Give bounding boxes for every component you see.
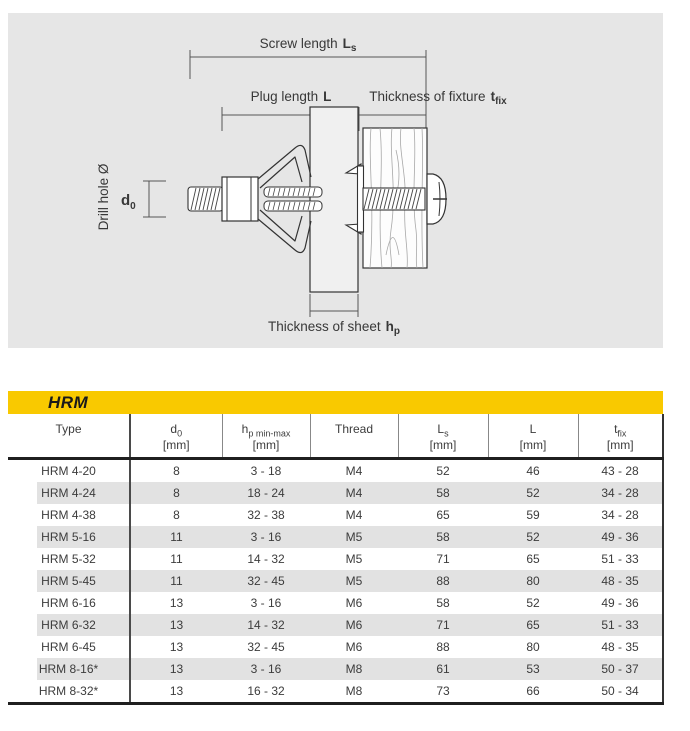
label-sheet-thickness: Thickness of sheet $h_p$: [268, 319, 400, 337]
value-cell: 49 - 36: [578, 526, 663, 548]
value-cell: 14 - 32: [247, 552, 285, 566]
value-cell: 53: [526, 662, 540, 676]
screw-shank-shape: [363, 188, 425, 210]
unit-cell: [310, 438, 398, 459]
value-cell: 8: [173, 464, 180, 478]
screw-tip-shape: [188, 187, 223, 211]
type-cell: HRM 8-16*: [8, 658, 130, 680]
value-cell: 11: [170, 552, 183, 566]
type-cell: HRM 4-38: [8, 504, 130, 526]
table-row: [8, 592, 663, 614]
value-cell: 13: [169, 618, 184, 632]
screw-head-shape: [427, 174, 447, 224]
value-cell: 8: [173, 508, 180, 522]
wall-sheet-shape: [310, 107, 358, 292]
value-cell: 50 - 37: [578, 658, 663, 680]
value-cell: M5: [345, 574, 363, 588]
unit-cell: [mm]: [488, 438, 578, 459]
value-cell: M5: [345, 530, 363, 544]
value-cell: 3 - 16: [250, 596, 282, 610]
value-cell: 58: [436, 596, 450, 610]
value-cell: 52: [436, 464, 450, 478]
value-cell: 88: [436, 574, 450, 588]
label-drill-hole: Drill hole Ø: [96, 163, 111, 231]
value-cell: 51 - 33: [578, 548, 663, 570]
product-title: HRM: [48, 392, 89, 412]
value-cell: 18 - 24: [247, 486, 285, 500]
spec-table-body: [8, 459, 663, 704]
value-cell: 32 - 38: [247, 508, 285, 522]
value-cell: 52: [526, 486, 540, 500]
table-row: [8, 658, 663, 680]
value-cell: 88: [436, 640, 450, 654]
col-header-hp: $h_{p min-max}$: [222, 414, 310, 438]
value-cell: 13: [169, 596, 184, 610]
label-plug-length: Plug length L: [250, 89, 332, 104]
value-cell: 71: [436, 618, 450, 632]
type-cell: HRM 4-20: [8, 459, 130, 483]
value-cell: 80: [526, 640, 540, 654]
value-cell: 46: [526, 464, 540, 478]
value-cell: 58: [436, 486, 450, 500]
anchor-diagram: [8, 13, 663, 348]
value-cell: 51 - 33: [578, 614, 663, 636]
unit-cell: [8, 438, 130, 459]
value-cell: 65: [526, 618, 540, 632]
type-cell: HRM 6-16: [8, 592, 130, 614]
value-cell: 50 - 34: [578, 680, 663, 704]
col-header-type: Type: [8, 414, 130, 438]
value-cell: 61: [436, 662, 450, 676]
value-cell: M8: [310, 680, 398, 704]
col-header-d0: $d_0$: [130, 414, 222, 438]
value-cell: M5: [345, 552, 363, 566]
value-cell: 34 - 28: [578, 482, 663, 504]
unit-cell: [mm]: [130, 438, 222, 459]
value-cell: 71: [436, 552, 450, 566]
table-row: [8, 504, 663, 526]
spec-table: [8, 414, 664, 705]
type-cell: HRM 6-32: [8, 614, 130, 636]
col-header-thread: Thread: [310, 414, 398, 438]
value-cell: 65: [526, 552, 540, 566]
table-row: [8, 614, 663, 636]
type-cell: HRM 5-45: [8, 570, 130, 592]
anchor-legs-shape: [258, 145, 311, 252]
value-cell: 8: [173, 486, 180, 500]
label-screw-length: Screw length $L_s$: [259, 36, 357, 54]
type-cell: HRM 5-32: [8, 548, 130, 570]
value-cell: 11: [170, 574, 183, 588]
product-title-band: [8, 391, 663, 414]
value-cell: M6: [345, 640, 363, 654]
value-cell: 73: [398, 680, 488, 704]
value-cell: 13: [169, 662, 184, 676]
table-row: [8, 636, 663, 658]
value-cell: 58: [436, 530, 450, 544]
value-cell: 48 - 35: [578, 636, 663, 658]
type-cell: HRM 8-32*: [8, 680, 130, 704]
table-row: [8, 459, 663, 483]
value-cell: 32 - 45: [247, 574, 285, 588]
type-cell: HRM 6-45: [8, 636, 130, 658]
value-cell: 11: [170, 530, 183, 544]
anchor-diagram-panel: [8, 13, 663, 348]
value-cell: M6: [345, 596, 363, 610]
unit-cell: [mm]: [398, 438, 488, 459]
value-cell: 16 - 32: [222, 680, 310, 704]
value-cell: M4: [345, 486, 363, 500]
label-fixture-thickness: Thickness of fixture $t_{fix}$: [369, 89, 507, 107]
anchor-body-shape: [222, 177, 258, 221]
unit-cell: [mm]: [578, 438, 663, 459]
value-cell: M4: [345, 464, 363, 478]
value-cell: 34 - 28: [578, 504, 663, 526]
spec-table-header: [8, 414, 663, 459]
value-cell: 3 - 16: [250, 530, 282, 544]
type-cell: HRM 4-24: [8, 482, 130, 504]
value-cell: 65: [436, 508, 450, 522]
col-header-tfix: $t_{fix}$: [578, 414, 663, 438]
table-row: [8, 526, 663, 548]
value-cell: 13: [130, 680, 222, 704]
value-cell: 66: [488, 680, 578, 704]
value-cell: M8: [345, 662, 363, 676]
value-cell: 80: [526, 574, 540, 588]
value-cell: 48 - 35: [578, 570, 663, 592]
value-cell: 52: [526, 596, 540, 610]
table-row: [8, 548, 663, 570]
value-cell: 59: [526, 508, 540, 522]
value-cell: M6: [345, 618, 363, 632]
table-row: [8, 482, 663, 504]
col-header-ls: $L_s$: [398, 414, 488, 438]
value-cell: 3 - 16: [250, 662, 282, 676]
type-cell: HRM 5-16: [8, 526, 130, 548]
value-cell: 43 - 28: [578, 459, 663, 483]
label-drill-diameter: $d_0$: [121, 192, 136, 212]
value-cell: 52: [526, 530, 540, 544]
value-cell: 3 - 18: [250, 464, 282, 478]
value-cell: 14 - 32: [247, 618, 285, 632]
table-row: [8, 570, 663, 592]
value-cell: 32 - 45: [247, 640, 285, 654]
unit-cell: [mm]: [222, 438, 310, 459]
table-row: [8, 680, 663, 704]
col-header-l: L: [488, 414, 578, 438]
value-cell: 49 - 36: [578, 592, 663, 614]
value-cell: M4: [345, 508, 363, 522]
value-cell: 13: [169, 640, 184, 654]
